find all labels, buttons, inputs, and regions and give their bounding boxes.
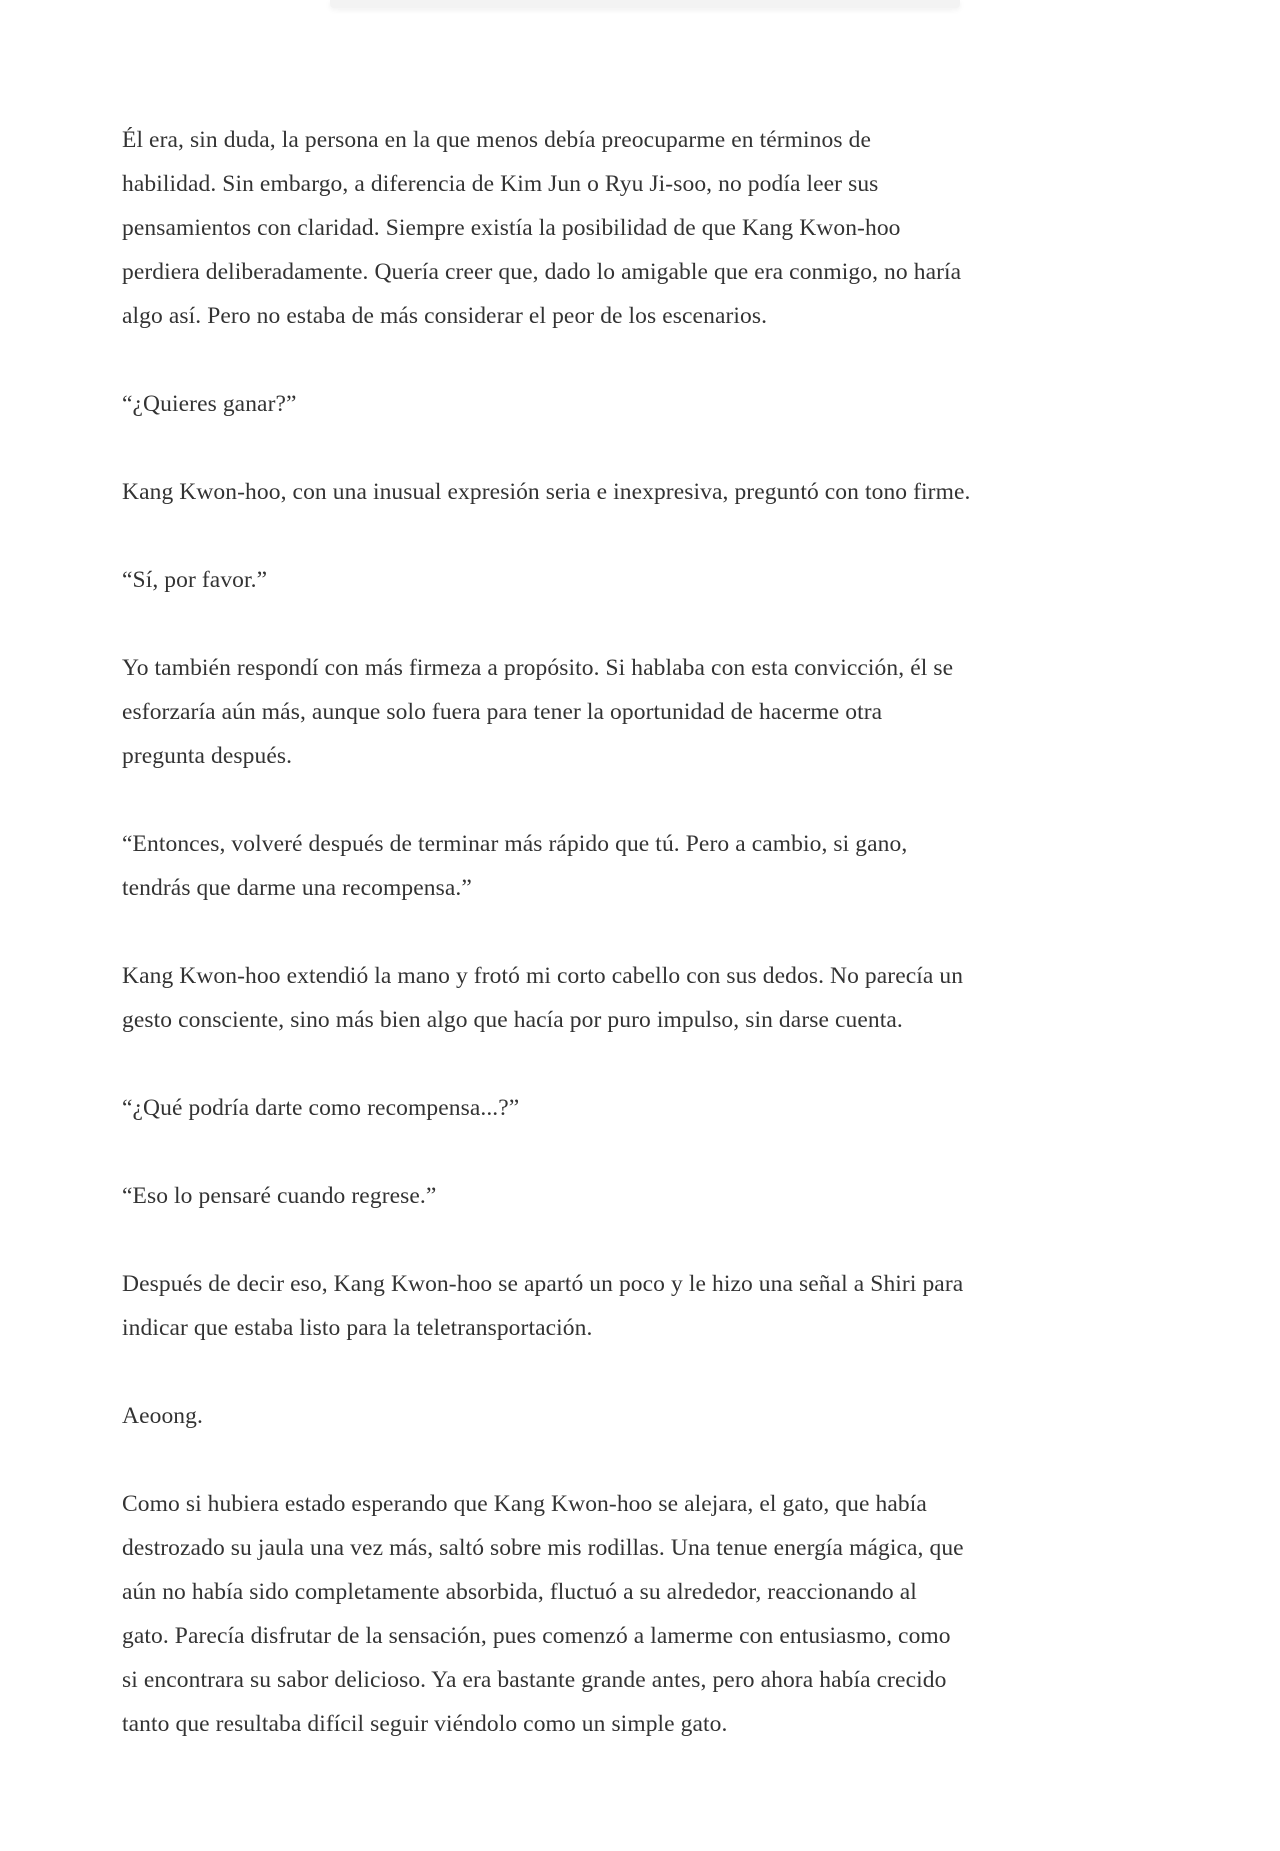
text-line: perdiera deliberadamente. Quería creer que, dado lo amigable que era conmigo, no haría [122, 259, 962, 285]
top-bar [330, 0, 960, 8]
paragraph [122, 646, 1182, 778]
text-line: Después de decir eso, Kang Kwon-hoo se apartó un poco y le hizo una señal a Shiri para [122, 1271, 964, 1297]
text-line: Kang Kwon-hoo, con una inusual expresión seria e inexpresiva, preguntó con tono firme. [122, 479, 971, 505]
text-line: Como si hubiera estado esperando que Kang Kwon-hoo se alejara, el gato, que había [122, 1491, 927, 1517]
text-line: Kang Kwon-hoo extendió la mano y frotó mi corto cabello con sus dedos. No parecía un [122, 963, 964, 989]
text-line: indicar que estaba listo para la teletransportación. [122, 1315, 593, 1341]
paragraph [122, 822, 1182, 910]
text-line: Yo también respondí con más firmeza a propósito. Si hablaba con esta convicción, él se [122, 655, 954, 681]
text-line: “¿Quieres ganar?” [122, 391, 297, 417]
text-line: tendrás que darme una recompensa.” [122, 875, 472, 901]
text-line: gato. Parecía disfrutar de la sensación, pues comenzó a lamerme con entusiasmo, como [122, 1623, 951, 1649]
paragraph [122, 1174, 1182, 1218]
paragraph [122, 1394, 1182, 1438]
paragraph [122, 1086, 1182, 1130]
paragraph [122, 1482, 1182, 1746]
text-line: “¿Qué podría darte como recompensa...?” [122, 1095, 520, 1121]
paragraph [122, 1262, 1182, 1350]
paragraph [122, 470, 1182, 514]
paragraph [122, 558, 1182, 602]
text-line: si encontrara su sabor delicioso. Ya era bastante grande antes, pero ahora había crecido [122, 1667, 947, 1693]
paragraph [122, 382, 1182, 426]
text-line: gesto consciente, sino más bien algo que hacía por puro impulso, sin darse cuenta. [122, 1007, 903, 1033]
paragraph [122, 118, 1182, 338]
text-line: habilidad. Sin embargo, a diferencia de Kim Jun o Ryu Ji-soo, no podía leer sus [122, 171, 879, 197]
text-line: Él era, sin duda, la persona en la que menos debía preocuparme en términos de [122, 127, 871, 153]
text-line: esforzaría aún más, aunque solo fuera para tener la oportunidad de hacerme otra [122, 699, 883, 725]
text-line: “Eso lo pensaré cuando regrese.” [122, 1183, 437, 1209]
text-line: Aeoong. [122, 1403, 203, 1429]
paragraph [122, 954, 1182, 1042]
text-line: aún no había sido completamente absorbida, fluctuó a su alrededor, reaccionando al [122, 1579, 917, 1605]
chapter-text [122, 118, 1182, 1790]
text-line: pregunta después. [122, 743, 293, 769]
text-line: tanto que resultaba difícil seguir viéndolo como un simple gato. [122, 1711, 728, 1737]
text-line: pensamientos con claridad. Siempre existía la posibilidad de que Kang Kwon-hoo [122, 215, 901, 241]
text-line: “Sí, por favor.” [122, 567, 268, 593]
text-line: algo así. Pero no estaba de más considerar el peor de los escenarios. [122, 303, 768, 329]
text-line: destrozado su jaula una vez más, saltó sobre mis rodillas. Una tenue energía mágica, que [122, 1535, 964, 1561]
text-line: “Entonces, volveré después de terminar más rápido que tú. Pero a cambio, si gano, [122, 831, 908, 857]
